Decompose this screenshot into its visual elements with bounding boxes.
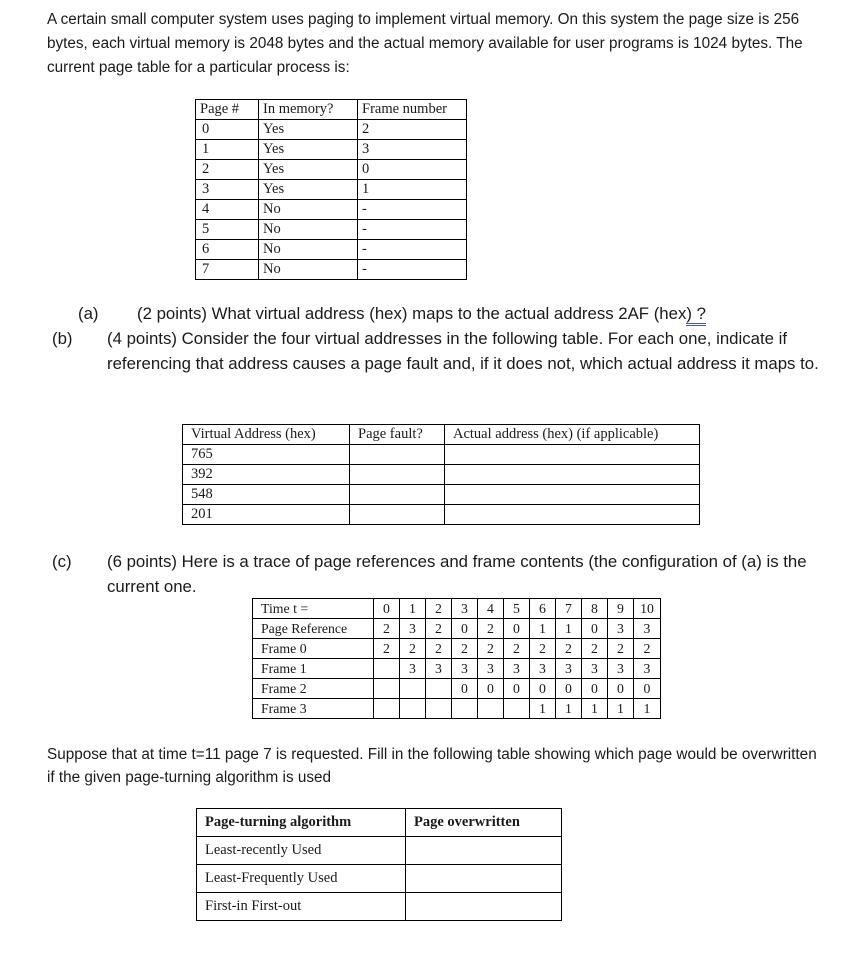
frame-cell: 2 — [478, 639, 504, 659]
frame-cell — [374, 679, 400, 699]
frame-cell: 3 — [608, 659, 634, 679]
table-row — [196, 120, 467, 140]
page-table — [195, 99, 467, 280]
table-cell: - — [358, 240, 467, 260]
table-header-row — [183, 425, 700, 445]
frame-cell — [400, 699, 426, 719]
table-cell: No — [259, 220, 358, 240]
ref-cell: 2 — [478, 619, 504, 639]
table-row — [196, 160, 467, 180]
table-cell: 201 — [183, 505, 350, 525]
frame-cell: 1 — [582, 699, 608, 719]
ref-cell: 2 — [426, 619, 452, 639]
table-cell: Yes — [259, 120, 358, 140]
algorithm-table — [196, 808, 562, 921]
ref-cell: 1 — [556, 619, 582, 639]
address-table — [182, 424, 700, 525]
table-cell: 548 — [183, 485, 350, 505]
time-cell: 8 — [582, 599, 608, 619]
header-cell: Page-turning algorithm — [197, 809, 406, 837]
time-cell: 1 — [400, 599, 426, 619]
frame-cell: 0 — [530, 679, 556, 699]
header-cell: Virtual Address (hex) — [183, 425, 350, 445]
frame-cell — [452, 699, 478, 719]
table-cell: 6 — [196, 240, 259, 260]
table-row — [196, 140, 467, 160]
table-cell: 5 — [196, 220, 259, 240]
actual-address-cell[interactable] — [445, 465, 700, 485]
frame-cell: 2 — [556, 639, 582, 659]
table-row — [197, 837, 562, 865]
algorithm-cell: Least-recently Used — [197, 837, 406, 865]
table-row — [183, 465, 700, 485]
time-row — [253, 599, 661, 619]
row-label: Frame 0 — [253, 639, 374, 659]
table-row — [183, 445, 700, 465]
time-cell: 7 — [556, 599, 582, 619]
table-header-row — [197, 809, 562, 837]
question-a-tail: ) ? — [686, 304, 706, 326]
intro-paragraph: A certain small computer system uses paging to implement virtual memory. On this system the page size is 256 bytes, each virtual memory is 2048 bytes and the actual memory available for user programs is 1024 bytes. The current page table for a particular process is: — [47, 11, 803, 76]
actual-address-cell[interactable] — [445, 445, 700, 465]
table-row — [196, 240, 467, 260]
frame-cell: 1 — [634, 699, 661, 719]
question-b-text: (4 points) Consider the four virtual addresses in the following table. For each one, indicate if referencing that address causes a page fault and, if it does not, which actual address it maps to. — [107, 329, 819, 373]
page-overwritten-cell[interactable] — [406, 893, 562, 921]
frame-cell: 2 — [634, 639, 661, 659]
question-a-text — [137, 301, 706, 326]
row-label: Frame 2 — [253, 679, 374, 699]
ref-cell: 0 — [504, 619, 530, 639]
ref-cell: 3 — [608, 619, 634, 639]
actual-address-cell[interactable] — [445, 505, 700, 525]
frame-cell: 3 — [400, 659, 426, 679]
table-cell: No — [259, 200, 358, 220]
time-cell: 0 — [374, 599, 400, 619]
ref-cell: 0 — [582, 619, 608, 639]
table-row — [183, 485, 700, 505]
frame-cell: 1 — [608, 699, 634, 719]
question-a-body: (2 points) What virtual address (hex) maps to the actual address 2AF (hex — [137, 304, 687, 323]
frame-cell: 0 — [452, 679, 478, 699]
frame-cell — [374, 699, 400, 719]
frame-cell: 0 — [478, 679, 504, 699]
frame-row — [253, 659, 661, 679]
table-row — [196, 220, 467, 240]
frame-cell: 2 — [608, 639, 634, 659]
frame-cell — [400, 679, 426, 699]
table-header-row — [196, 100, 467, 120]
time-cell: 4 — [478, 599, 504, 619]
algorithm-cell: Least-Frequently Used — [197, 865, 406, 893]
header-cell: Page overwritten — [406, 809, 562, 837]
frame-cell: 0 — [504, 679, 530, 699]
frame-cell: 3 — [452, 659, 478, 679]
frame-cell: 0 — [582, 679, 608, 699]
reference-row — [253, 619, 661, 639]
frame-cell: 2 — [530, 639, 556, 659]
question-c-text: (6 points) Here is a trace of page references and frame contents (the configuration of (a) is the current one. — [107, 552, 807, 596]
algorithm-cell: First-in First-out — [197, 893, 406, 921]
frame-row — [253, 679, 661, 699]
header-cell: Actual address (hex) (if applicable) — [445, 425, 700, 445]
row-label: Time t = — [253, 599, 374, 619]
frame-cell: 1 — [556, 699, 582, 719]
ref-cell: 3 — [400, 619, 426, 639]
page-overwritten-cell[interactable] — [406, 865, 562, 893]
table-cell: 7 — [196, 260, 259, 280]
header-cell: Frame number — [358, 100, 467, 120]
frame-row — [253, 639, 661, 659]
time-cell: 2 — [426, 599, 452, 619]
page-overwritten-cell[interactable] — [406, 837, 562, 865]
table-cell: 4 — [196, 200, 259, 220]
frame-cell: 2 — [504, 639, 530, 659]
table-cell: 1 — [358, 180, 467, 200]
table-row — [196, 200, 467, 220]
table-cell: 765 — [183, 445, 350, 465]
actual-address-cell[interactable] — [445, 485, 700, 505]
table-cell: 3 — [358, 140, 467, 160]
page-fault-cell[interactable] — [350, 485, 445, 505]
frame-row — [253, 699, 661, 719]
table-cell: Yes — [259, 160, 358, 180]
time-cell: 3 — [452, 599, 478, 619]
time-cell: 6 — [530, 599, 556, 619]
table-cell: 392 — [183, 465, 350, 485]
frame-cell — [426, 679, 452, 699]
frame-cell: 1 — [530, 699, 556, 719]
header-cell: Page # — [196, 100, 259, 120]
frame-cell: 2 — [452, 639, 478, 659]
page-fault-cell[interactable] — [350, 445, 445, 465]
table-cell: 2 — [358, 120, 467, 140]
table-cell: Yes — [259, 140, 358, 160]
frame-cell: 2 — [374, 639, 400, 659]
table-cell: 2 — [196, 160, 259, 180]
frame-cell: 3 — [556, 659, 582, 679]
frame-cell: 3 — [530, 659, 556, 679]
question-a-label: (a) — [78, 304, 99, 323]
time-cell: 10 — [634, 599, 661, 619]
table-row — [196, 180, 467, 200]
header-cell: Page fault? — [350, 425, 445, 445]
frame-cell: 0 — [556, 679, 582, 699]
table-cell: 0 — [196, 120, 259, 140]
frame-cell — [504, 699, 530, 719]
table-cell: 1 — [196, 140, 259, 160]
page-fault-cell[interactable] — [350, 465, 445, 485]
ref-cell: 3 — [634, 619, 661, 639]
table-cell: No — [259, 240, 358, 260]
row-label: Frame 3 — [253, 699, 374, 719]
time-cell: 5 — [504, 599, 530, 619]
table-row — [196, 260, 467, 280]
question-c-label: (c) — [52, 552, 72, 571]
table-cell: No — [259, 260, 358, 280]
table-cell: 3 — [196, 180, 259, 200]
ref-cell: 2 — [374, 619, 400, 639]
frame-cell: 3 — [504, 659, 530, 679]
table-cell: 0 — [358, 160, 467, 180]
page-fault-cell[interactable] — [350, 505, 445, 525]
row-label: Frame 1 — [253, 659, 374, 679]
table-cell: - — [358, 260, 467, 280]
suppose-paragraph: Suppose that at time t=11 page 7 is requested. Fill in the following table showing which page would be overwritten if the given page-turning algorithm is used — [47, 746, 817, 786]
frame-cell — [374, 659, 400, 679]
frame-cell: 3 — [634, 659, 661, 679]
table-cell: - — [358, 200, 467, 220]
frame-cell — [478, 699, 504, 719]
table-row — [197, 865, 562, 893]
frame-cell: 3 — [478, 659, 504, 679]
frame-cell: 3 — [426, 659, 452, 679]
frame-cell: 2 — [400, 639, 426, 659]
frame-cell: 3 — [582, 659, 608, 679]
time-cell: 9 — [608, 599, 634, 619]
table-row — [183, 505, 700, 525]
table-cell: Yes — [259, 180, 358, 200]
trace-table — [252, 598, 661, 719]
header-cell: In memory? — [259, 100, 358, 120]
table-cell: - — [358, 220, 467, 240]
ref-cell: 1 — [530, 619, 556, 639]
table-row — [197, 893, 562, 921]
question-b-label: (b) — [52, 329, 73, 348]
frame-cell: 2 — [582, 639, 608, 659]
frame-cell — [426, 699, 452, 719]
frame-cell: 0 — [634, 679, 661, 699]
frame-cell: 2 — [426, 639, 452, 659]
frame-cell: 0 — [608, 679, 634, 699]
ref-cell: 0 — [452, 619, 478, 639]
row-label: Page Reference — [253, 619, 374, 639]
